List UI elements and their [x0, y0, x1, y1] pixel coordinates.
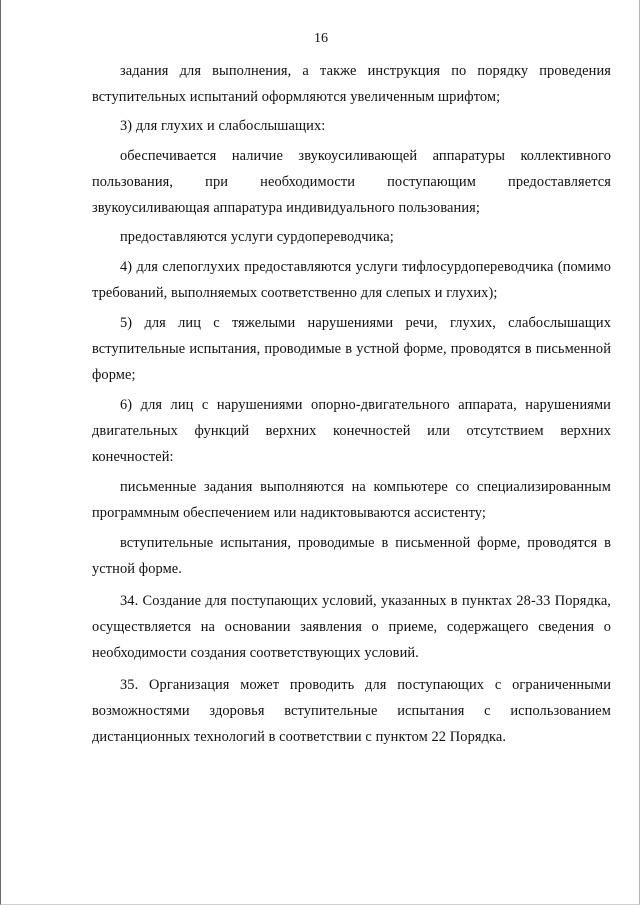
page-number: 16 — [314, 31, 328, 46]
paragraph-item-4-deafblind: 4) для слепоглухих предоставляются услуги тифлосурдопереводчика (помимо требований, выполняемых соответственно для слепых и глухих); — [92, 259, 611, 301]
document-body — [92, 58, 611, 750]
paragraph-sign-interpreter: предоставляются услуги сурдопереводчика; — [120, 229, 394, 245]
paragraph-large-print-instructions: задания для выполнения, а также инструкция по порядку проведения вступительных испытаний оформляются увеличенным шрифтом; — [92, 63, 611, 105]
paragraph-computer-assistant: письменные задания выполняются на компьютере со специализированным программным обеспечением или надиктовываются ассистенту; — [92, 479, 611, 521]
paragraph-item-6-musculoskeletal: 6) для лиц с нарушениями опорно-двигательного аппарата, нарушениями двигательных функций верхних конечностей или отсутствием верхних конечностей: — [92, 397, 611, 465]
paragraph-sound-equipment: обеспечивается наличие звукоусиливающей аппаратуры коллективного пользования, при необходимости поступающим предоставляется звукоусиливающая аппаратура индивидуального пользования; — [92, 148, 611, 216]
paragraph-item-3-heading: 3) для глухих и слабослышащих: — [120, 118, 326, 134]
paragraph-section-35: 35. Организация может проводить для поступающих с ограниченными возможностями здоровья вступительные испытания с использованием дистанционных технологий в соответствии с пунктом 22 Порядка. — [92, 677, 611, 745]
paragraph-item-5-speech: 5) для лиц с тяжелыми нарушениями речи, глухих, слабослышащих вступительные испытания, проводимые в устной форме, проводятся в письменной форме; — [92, 315, 611, 383]
paragraph-section-34: 34. Создание для поступающих условий, указанных в пунктах 28-33 Порядка, осуществляется на основании заявления о приеме, содержащего сведения о необходимости создания соответствующих условий. — [92, 593, 611, 661]
paragraph-written-to-oral: вступительные испытания, проводимые в письменной форме, проводятся в устной форме. — [92, 535, 611, 577]
